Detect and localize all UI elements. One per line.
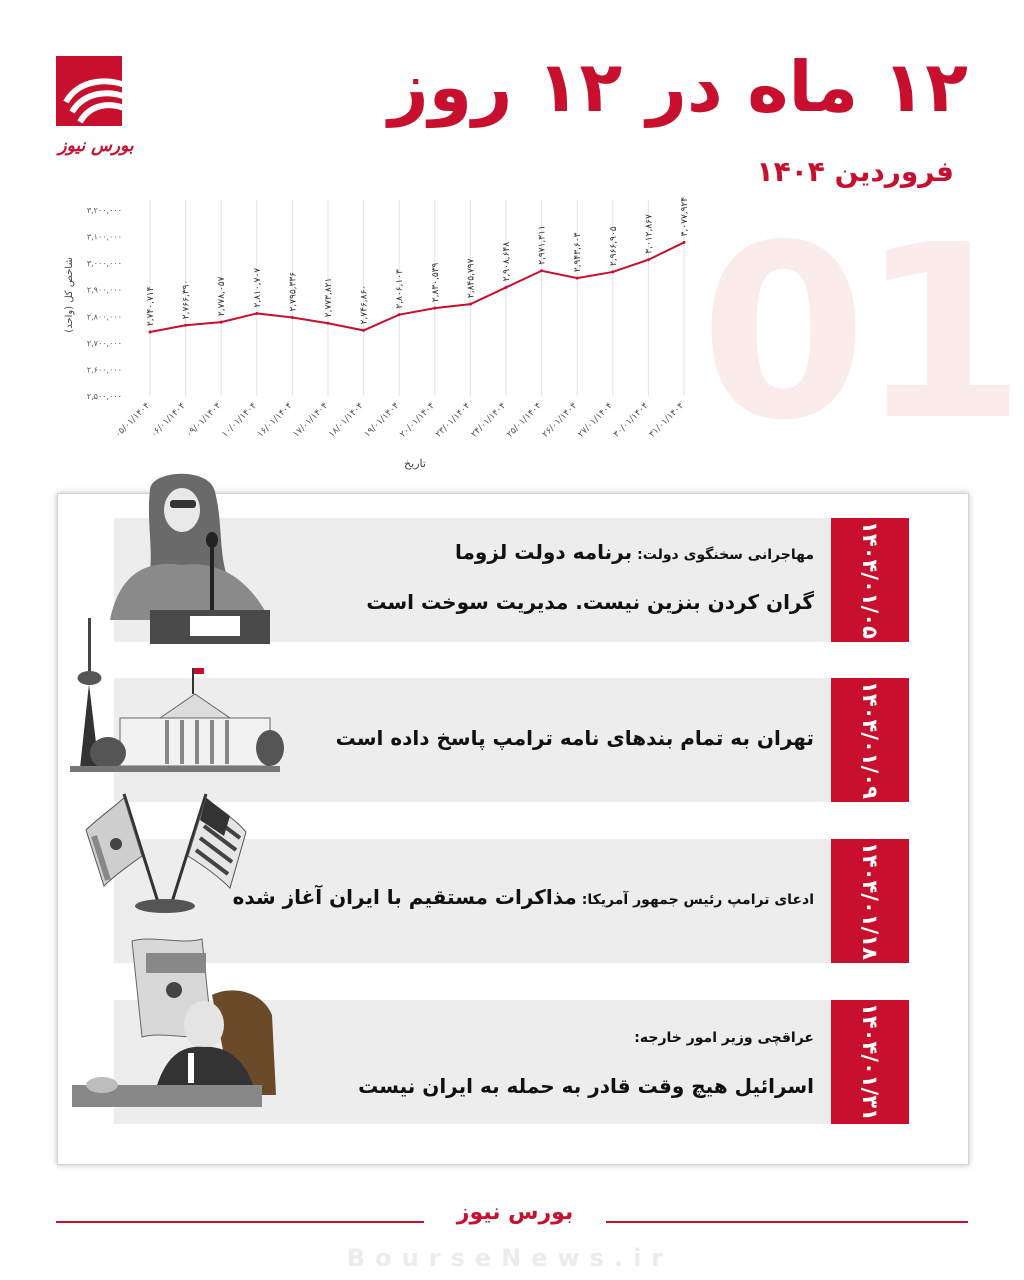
chart-series	[149, 241, 686, 334]
data-label: ۲,۷۷۳,۸۲۱	[324, 277, 334, 318]
x-tick-label: ۱۰/۰۱/۱۴۰۴	[220, 401, 259, 440]
y-tick-label: ۲,۵۰۰,۰۰۰	[86, 392, 122, 401]
data-point	[433, 307, 436, 310]
x-tick-label: ۲۴/۰۱/۱۴۰۴	[469, 401, 509, 440]
x-tick-label: ۲۵/۰۱/۱۴۰۴	[505, 401, 544, 440]
iran-us-flags-illustration	[80, 790, 250, 920]
data-point	[576, 277, 579, 280]
chart-y-axis-label: شاخص کل (واحد)	[64, 257, 75, 333]
news-date: ۱۴۰۴/۰۱/۳۱	[858, 1003, 883, 1121]
x-tick-label: ۰۶/۰۱/۱۴۰۴	[149, 401, 188, 440]
index-line-chart	[56, 190, 706, 490]
data-label: ۲,۸۰۶,۱۰۳	[395, 269, 406, 309]
website-watermark: BourseNews.ir	[346, 1244, 674, 1272]
data-label: ۲,۷۹۵,۳۳۶	[288, 271, 299, 312]
x-tick-label: ۰۵/۰۱/۱۴۰۴	[113, 401, 153, 440]
data-point	[327, 322, 330, 325]
index-series-line	[150, 242, 684, 332]
news-source: ادعای ترامپ رئیس جمهور آمریکا:	[581, 892, 814, 908]
data-label: ۲,۹۶۶,۹۰۵	[608, 226, 619, 266]
data-point	[469, 303, 472, 306]
white-house-milad-tower-illustration	[60, 608, 290, 778]
data-point	[398, 313, 401, 316]
x-tick-label: ۲۰/۰۱/۱۴۰۴	[398, 401, 437, 440]
news-headline-row	[455, 540, 814, 564]
news-headline: برنامه دولت لزوما	[455, 540, 633, 564]
chart-data-labels	[146, 197, 690, 326]
x-tick-label: ۱۹/۰۱/۱۴۰۴	[362, 401, 402, 440]
data-label: ۲,۸۳۰,۵۳۹	[430, 262, 441, 303]
data-point	[683, 241, 686, 244]
data-label: ۲,۷۷۸,۰۵۷	[217, 276, 228, 317]
data-point	[540, 269, 543, 272]
data-label: ۲,۹۷۱,۳۱۱	[537, 225, 548, 265]
news-headline: گران کردن بنزین نیست. مدیریت سوخت است	[366, 590, 814, 614]
date-badge	[831, 839, 909, 963]
x-tick-label: ۱۶/۰۱/۱۴۰۴	[255, 401, 295, 440]
data-point	[647, 258, 650, 261]
month-number: 01	[700, 193, 1018, 473]
page-title: ۱۲ ماه در ۱۲ روز	[388, 46, 968, 128]
x-tick-label: ۲۷/۰۱/۱۴۰۴	[576, 401, 615, 440]
x-tick-label: ۲۶/۰۱/۱۴۰۴	[540, 401, 580, 440]
data-point	[149, 331, 152, 334]
news-headline-row	[233, 885, 814, 909]
chart-gridlines	[150, 200, 684, 396]
y-tick-label: ۳,۲۰۰,۰۰۰	[86, 206, 122, 215]
y-tick-label: ۲,۸۰۰,۰۰۰	[86, 312, 122, 322]
y-tick-label: ۲,۷۰۰,۰۰۰	[86, 338, 122, 348]
brand-logo	[56, 56, 136, 176]
news-headline: مذاکرات مستقیم با ایران آغاز شده	[232, 885, 577, 909]
data-label: ۲,۸۱۰,۷۰۷	[252, 267, 263, 308]
date-badge	[831, 1000, 909, 1124]
date-badge	[831, 518, 909, 642]
news-date: ۱۴۰۴/۰۱/۰۹	[858, 681, 883, 799]
data-label: ۲,۷۴۶,۸۶۰	[359, 284, 370, 325]
x-tick-label: ۱۷/۰۱/۱۴۰۴	[291, 401, 331, 440]
data-label: ۲,۷۴۰,۷۱۴	[146, 286, 156, 327]
data-label: ۲,۹۰۸,۶۴۸	[502, 241, 512, 282]
logo-text: بورس نیوز	[58, 136, 134, 156]
y-tick-label: ۳,۱۰۰,۰۰۰	[86, 232, 122, 242]
x-tick-label: ۱۸/۰۱/۱۴۰۴	[327, 401, 366, 440]
data-label: ۲,۸۴۵,۷۹۷	[466, 258, 477, 299]
foreign-minister-illustration	[62, 935, 288, 1110]
data-label: ۳,۰۷۷,۹۲۴	[680, 196, 690, 237]
data-label: ۳,۰۱۲,۸۶۷	[644, 214, 655, 254]
data-point	[255, 312, 258, 315]
page-subtitle: فروردین ۱۴۰۴	[756, 155, 954, 188]
data-label: ۲,۹۴۳,۶۰۳	[573, 232, 584, 273]
news-date: ۱۴۰۴/۰۱/۰۵	[858, 521, 883, 639]
footer-brand: بورس نیوز	[456, 1200, 574, 1225]
data-point	[611, 270, 614, 273]
date-badge	[831, 678, 909, 802]
data-point	[362, 329, 365, 332]
data-label: ۲,۷۶۶,۳۹۰	[181, 279, 192, 320]
y-tick-label: ۲,۶۰۰,۰۰۰	[86, 365, 122, 375]
chart-y-ticks	[87, 206, 122, 401]
footer-divider-left	[56, 1221, 424, 1223]
x-tick-label: ۳۰/۰۱/۱۴۰۴	[611, 401, 651, 440]
x-tick-label: ۰۹/۰۱/۱۴۰۴	[184, 401, 224, 440]
news-source: عراقچی وزیر امور خارجه:	[634, 1030, 814, 1046]
x-tick-label: ۲۳/۰۱/۱۴۰۴	[433, 401, 473, 440]
y-tick-label: ۳,۰۰۰,۰۰۰	[86, 259, 122, 269]
data-point	[184, 324, 187, 327]
news-headline: اسرائیل هیچ وقت قادر به حمله به ایران نیست	[358, 1074, 814, 1098]
x-tick-label: ۳۱/۰۱/۱۴۰۴	[647, 401, 687, 440]
y-tick-label: ۲,۹۰۰,۰۰۰	[86, 285, 122, 295]
news-source: مهاجرانی سخنگوی دولت:	[637, 547, 814, 563]
news-date: ۱۴۰۴/۰۱/۱۸	[858, 842, 883, 960]
news-headline: تهران به تمام بندهای نامه ترامپ پاسخ داده است	[335, 726, 814, 750]
data-point	[291, 316, 294, 319]
data-point	[505, 286, 508, 289]
data-point	[220, 321, 223, 324]
footer-divider-right	[606, 1221, 968, 1223]
chart-x-ticks	[113, 401, 686, 440]
chart-x-axis-label: تاریخ	[404, 457, 426, 470]
